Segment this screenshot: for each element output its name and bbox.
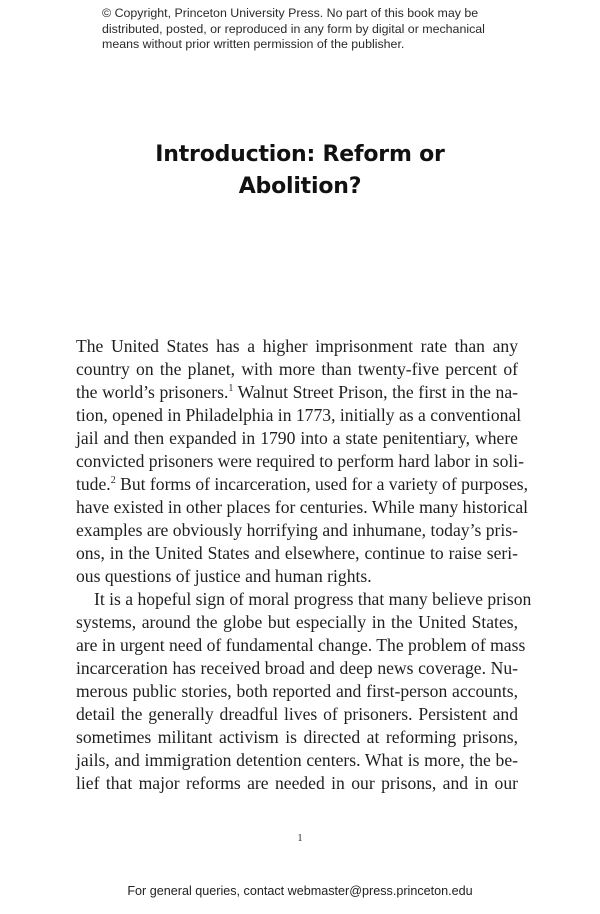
copyright-line: means without prior written permission of the publisher. [102, 37, 405, 51]
text-line: ous questions of justice and human rights. [76, 566, 372, 586]
footnote-marker[interactable]: 1 [228, 383, 234, 394]
text-line: convicted prisoners were required to perform hard labor in soli- [76, 451, 524, 471]
text-line: sometimes militant activism is directed at reforming prisons, [76, 727, 518, 747]
text-line: The United States has a higher imprisonment rate than any [76, 336, 518, 356]
copyright-notice [102, 6, 522, 53]
text-line: merous public stories, both reported and first-person accounts, [76, 681, 518, 701]
text-line: lief that major reforms are needed in our prisons, and in our [76, 773, 518, 793]
text-line: ons, in the United States and elsewhere, continue to raise seri- [76, 543, 518, 563]
copyright-line: © Copyright, Princeton University Press. No part of this book may be [102, 6, 479, 20]
text-line: have existed in other places for centuries. While many historical [76, 497, 529, 517]
text-line: systems, around the globe but especially in the United States, [76, 612, 518, 632]
body-text [76, 335, 532, 795]
copyright-line: distributed, posted, or reproduced in any form by digital or mechanical [102, 21, 485, 36]
chapter-title [0, 139, 600, 203]
text-line: country on the planet, with more than twenty-five percent of [76, 359, 518, 379]
text-line: the world’s prisoners.$^1$ Walnut Street Prison, the first in the na- [76, 382, 518, 402]
footer-contact: For general queries, contact webmaster@press.princeton.edu [127, 884, 473, 898]
text-line: tude.$^2$ But forms of incarceration, used for a variety of purposes, [76, 474, 529, 494]
page-number: 1 [297, 833, 303, 844]
text-line: examples are obviously horrifying and inhumane, today’s pris- [76, 520, 518, 540]
chapter-title-line: Abolition? [238, 174, 362, 199]
text-line: incarceration has received broad and deep news coverage. Nu- [76, 658, 518, 678]
text-line: It is a hopeful sign of moral progress that many believe prison [94, 589, 532, 609]
text-line: jails, and immigration detention centers. What is more, the be- [76, 750, 518, 770]
text-line: detail the generally dreadful lives of prisoners. Persistent and [76, 704, 518, 724]
footnote-marker[interactable]: 2 [110, 475, 116, 486]
text-line: jail and then expanded in 1790 into a state penitentiary, where [76, 428, 518, 448]
text-line: are in urgent need of fundamental change. The problem of mass [76, 635, 526, 655]
chapter-title-line: Introduction: Reform or [155, 142, 445, 167]
text-line: tion, opened in Philadelphia in 1773, initially as a conventional [76, 405, 522, 425]
